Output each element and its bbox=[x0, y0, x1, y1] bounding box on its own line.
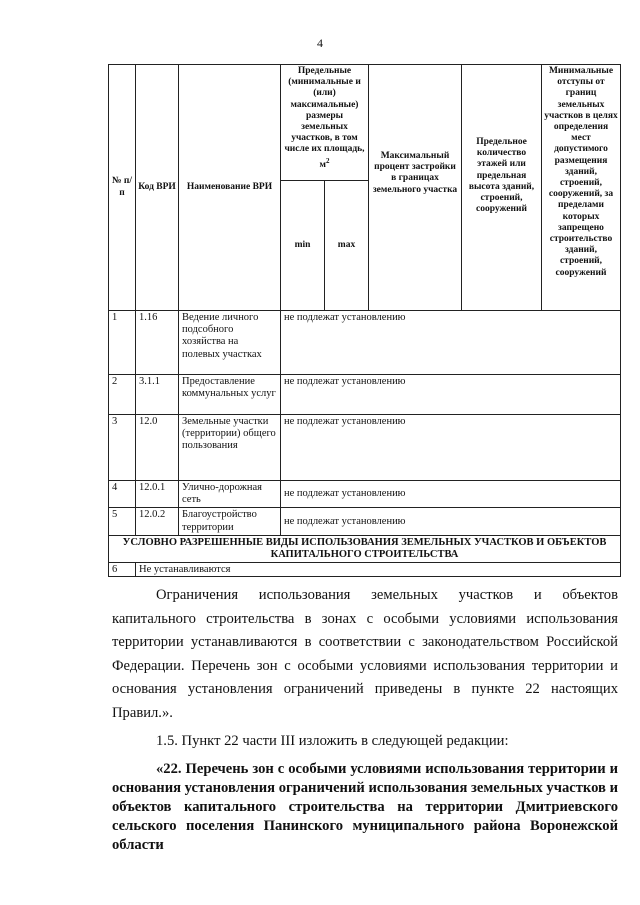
row-num: 5 bbox=[109, 508, 136, 535]
table-row bbox=[109, 375, 621, 415]
row-code: 3.1.1 bbox=[136, 375, 179, 415]
section-title: УСЛОВНО РАЗРЕШЕННЫЕ ВИДЫ ИСПОЛЬЗОВАНИЯ ЗЕМЕЛЬНЫХ УЧАСТКОВ И ОБЪЕКТОВ КАПИТАЛЬНОГО СТРОИТЕЛЬСТВА bbox=[109, 535, 621, 562]
item-22-heading: «22. Перечень зон с особыми условиями использования территории и основания установления ограничений использования земельных участков и объектов капитального строительства на территории Дмитриевского сельского поселения Панинского муниципального района Воронежской области bbox=[112, 761, 618, 853]
row-name: Благоустройство территории bbox=[179, 508, 281, 535]
header-sizes: Предельные (минимальные и (или) максимальные) размеры земельных участков, в том числе их площадь, $м^2$ bbox=[281, 65, 369, 181]
row-num: 2 bbox=[109, 375, 136, 415]
row-name: Ведение личного подсобного хозяйства на полевых участках bbox=[179, 311, 281, 375]
header-code: Код ВРИ bbox=[136, 65, 179, 311]
row-value: не подлежат установлению bbox=[281, 508, 621, 535]
vri-table bbox=[108, 64, 621, 577]
row-num: 6 bbox=[109, 563, 136, 577]
header-coverage: Максимальный процент застройки в границах земельного участка bbox=[369, 65, 462, 311]
header-name: Наименование ВРИ bbox=[179, 65, 281, 311]
header-max: max bbox=[325, 181, 369, 311]
item-1-5-paragraph: 1.5. Пункт 22 части III изложить в следующей редакции: bbox=[156, 733, 509, 749]
header-min: min bbox=[281, 181, 325, 311]
page-number: 4 bbox=[317, 36, 323, 50]
header-floors: Предельное количество этажей или предельная высота зданий, строений, сооружений bbox=[462, 65, 542, 311]
row-name: Земельные участки (территории) общего пользования bbox=[179, 415, 281, 481]
row-num: 4 bbox=[109, 481, 136, 508]
row-num: 1 bbox=[109, 311, 136, 375]
row-code: 12.0 bbox=[136, 415, 179, 481]
row-name: Улично-дорожная сеть bbox=[179, 481, 281, 508]
row-code: 1.16 bbox=[136, 311, 179, 375]
table-row bbox=[109, 508, 621, 535]
table-row bbox=[109, 415, 621, 481]
header-num: № п/п bbox=[109, 65, 136, 311]
header-setbacks: Минимальные отступы от границ земельных участков в целях определения мест допустимого размещения зданий, строений, сооружений, за пределами которых запрещено строительство зданий, строений, сооружений bbox=[542, 65, 621, 311]
row-value: не подлежат установлению bbox=[281, 481, 621, 508]
row-num: 3 bbox=[109, 415, 136, 481]
row-text: Не устанавливаются bbox=[136, 563, 621, 577]
table-row bbox=[109, 563, 621, 577]
restrictions-paragraph: Ограничения использования земельных участков и объектов капитального строительства в зонах с особыми условиями использования территории устанавливаются в соответствии с законодательством Российской Федерации. Перечень зон с особыми условиями использования территории и основания установления ограничений приведены в пункте 22 настоящих Правил.». bbox=[112, 587, 618, 721]
row-value: не подлежат установлению bbox=[281, 415, 621, 481]
row-value: не подлежат установлению bbox=[281, 311, 621, 375]
row-code: 12.0.1 bbox=[136, 481, 179, 508]
row-value: не подлежат установлению bbox=[281, 375, 621, 415]
table-row bbox=[109, 311, 621, 375]
table-row bbox=[109, 481, 621, 508]
row-name: Предоставление коммунальных услуг bbox=[179, 375, 281, 415]
row-code: 12.0.2 bbox=[136, 508, 179, 535]
